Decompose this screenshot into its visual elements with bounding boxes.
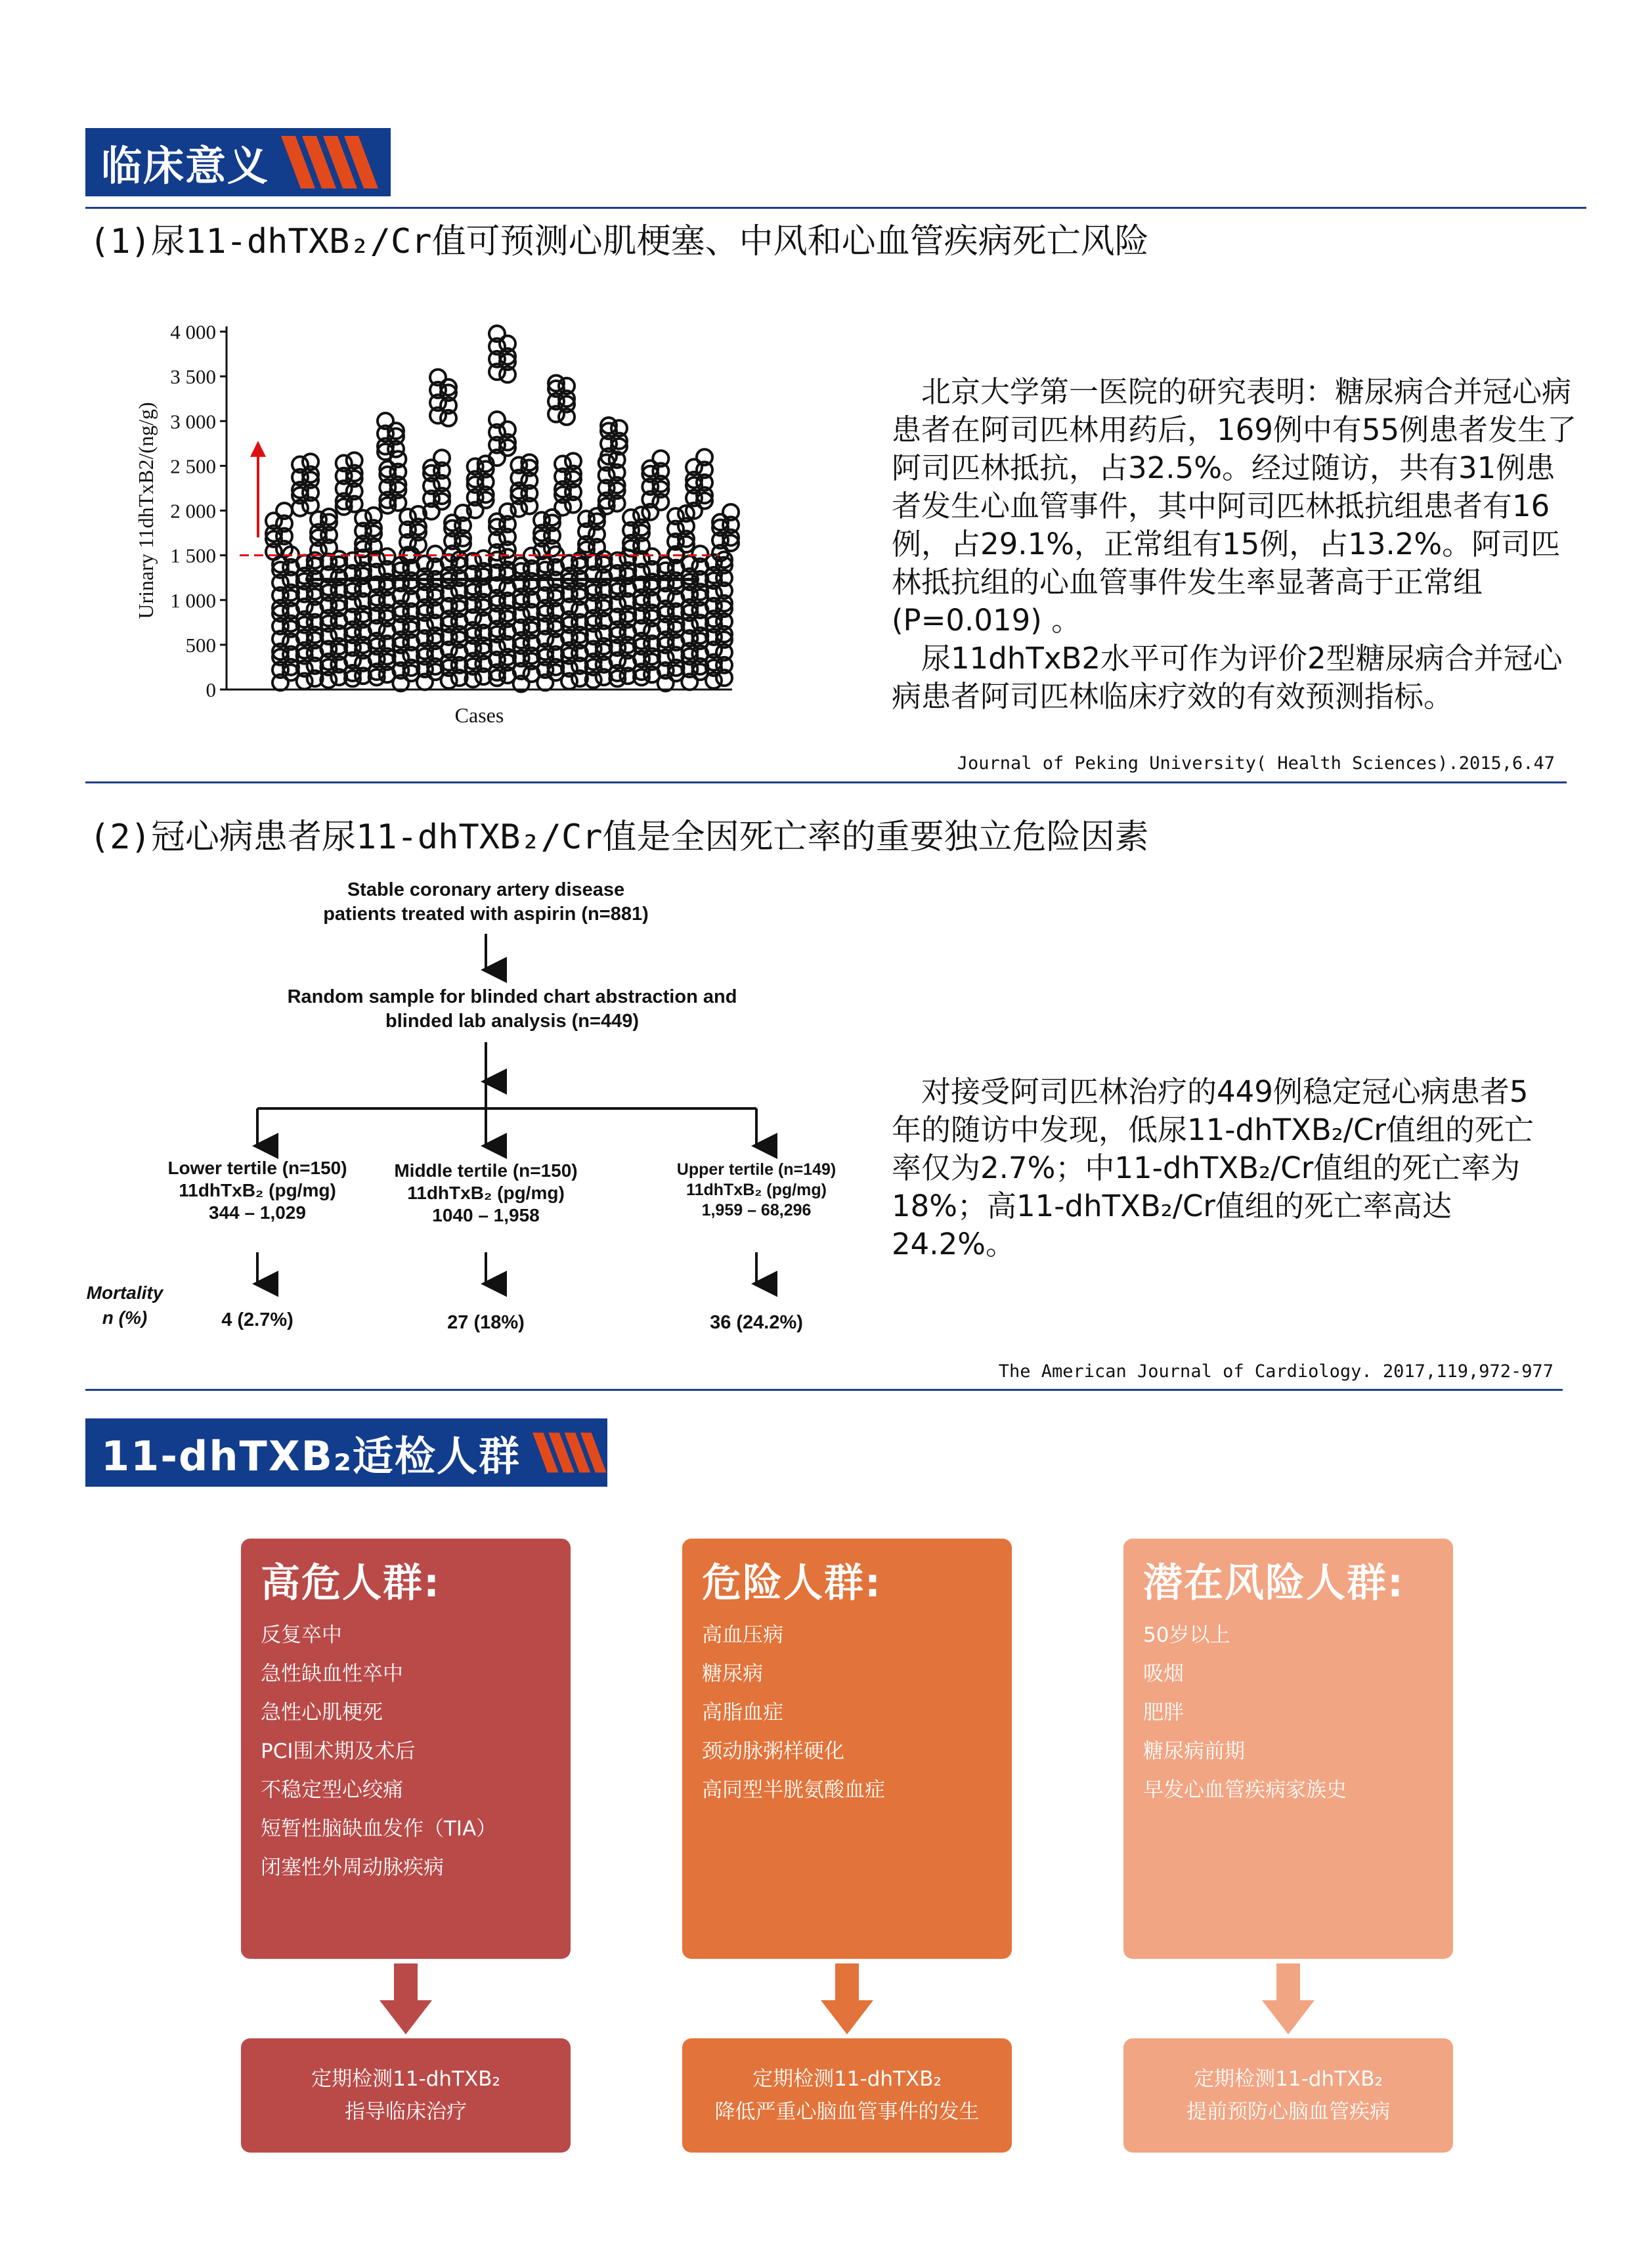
lower-tertile-unit: 11dhTxB₂ (pg/mg) [179, 1180, 336, 1200]
flow-box2-line2: blinded lab analysis (n=449) [385, 1011, 639, 1032]
card-high-action-line1: 定期检测11-dhTXB₂ [311, 2067, 500, 2091]
card-risk-title: 危险人群: [702, 1560, 882, 1606]
y-tick-label: 1 500 [170, 544, 216, 567]
lower-mortality: 4 (2.7%) [221, 1309, 293, 1330]
down-arrow-icon [821, 1963, 873, 2036]
card-potential-list [1123, 1616, 1453, 1810]
list-item: 50岁以上 [1143, 1623, 1230, 1647]
flow-upper-tertile [651, 1160, 861, 1221]
upper-tertile-range: 1,959 – 68,296 [701, 1201, 812, 1219]
card-high-action [241, 2038, 571, 2153]
card-high-list [241, 1616, 571, 1887]
card-potential-risk [1123, 1539, 1453, 1959]
y-tick-label: 1 000 [170, 588, 216, 612]
lower-tertile-title: Lower tertile (n=150) [167, 1158, 347, 1178]
card-potential-action-line1: 定期检测11-dhTXB₂ [1194, 2067, 1383, 2091]
list-item: 高同型半胱氨酸血症 [702, 1778, 885, 1802]
x-axis-label: Cases [454, 703, 504, 727]
list-item: 高血压病 [702, 1623, 783, 1647]
list-item: 颈动脉粥样硬化 [702, 1740, 844, 1763]
mortality-label-text: Mortality [86, 1282, 163, 1303]
card-potential-title: 潜在风险人群: [1143, 1560, 1404, 1606]
section-title: 临床意义 [101, 141, 270, 190]
card-high-risk [241, 1539, 571, 1959]
list-item: 急性缺血性卒中 [261, 1662, 403, 1686]
mortality-label [79, 1281, 171, 1330]
section-title: 11-dhTXB₂适检人群 [101, 1432, 521, 1480]
text1-paragraph-2: 尿11dhTxB2水平可作为评价2型糖尿病合并冠心病患者阿司匹林临床疗效的有效预测指标。 [892, 641, 1563, 714]
divider [85, 1389, 1563, 1391]
middle-tertile-title: Middle tertile (n=150) [394, 1160, 578, 1181]
card-risk-action [682, 2038, 1012, 2153]
item2-heading: (2)冠心病患者尿11-dhTXB₂/Cr值是全因死亡率的重要独立危险因素 [89, 818, 1149, 857]
middle-tertile-range: 1040 – 1,958 [432, 1205, 540, 1225]
list-item: 高脂血症 [702, 1701, 783, 1724]
text1-paragraph-1: 北京大学第一医院的研究表明：糖尿病合并冠心病患者在阿司匹林用药后，169例中有55例患者发生了阿司匹林抵抗，占32.5%。经过随访，共有31例患者发生心血管事件，其中阿司匹林抵抗组患者有16例，占29.1%，正常组有15例，占13.2%。阿司匹林抵抗组的心血管事件发生率显著高于正常组(P=0.019) 。 [892, 374, 1577, 638]
flow-box1-line1: Stable coronary artery disease [347, 879, 625, 900]
card-potential-action-line2: 提前预防心脑血管疾病 [1186, 2100, 1390, 2124]
list-item: 急性心肌梗死 [261, 1701, 383, 1724]
upper-mortality: 36 (24.2%) [710, 1312, 803, 1333]
list-item: 吸烟 [1143, 1662, 1184, 1686]
lower-tertile-range: 344 – 1,029 [209, 1202, 306, 1223]
list-item: 糖尿病前期 [1143, 1740, 1245, 1763]
citation-1: Journal of Peking University( Health Sciences).2015,6.47 [957, 753, 1555, 774]
text2-paragraph: 对接受阿司匹林治疗的449例稳定冠心病患者5年的随访中发现，低尿11-dhTXB₂/Cr值组的死亡率仅为2.7%；中11-dhTXB₂/Cr值组的死亡率为18%；高11-dhTXB₂/Cr值组的死亡率高达24.2%。 [892, 1074, 1534, 1261]
down-arrow-icon [1262, 1963, 1315, 2036]
list-item: 不稳定型心绞痛 [261, 1778, 403, 1802]
list-item: PCI围术期及术后 [261, 1740, 416, 1763]
y-tick-label: 3 500 [170, 365, 216, 389]
list-item: 糖尿病 [702, 1662, 763, 1686]
y-tick-label: 3 000 [170, 410, 216, 433]
mortality-unit-text: n (%) [102, 1307, 148, 1328]
card-high-title: 高危人群: [261, 1560, 441, 1606]
card-risk-list [682, 1616, 1012, 1810]
middle-tertile-unit: 11dhTxB₂ (pg/mg) [407, 1183, 565, 1203]
card-risk-action-line2: 降低严重心脑血管事件的发生 [714, 2100, 980, 2124]
citation-2: The American Journal of Cardiology. 2017,119,972-977 [998, 1361, 1554, 1382]
list-item: 早发心血管疾病家族史 [1143, 1778, 1347, 1802]
list-item: 反复卒中 [261, 1623, 342, 1647]
y-tick-label: 500 [185, 633, 216, 657]
y-tick-label: 4 000 [170, 320, 216, 343]
section-header-population [85, 1418, 607, 1487]
stripes-decoration-icon [533, 1426, 607, 1479]
flow-middle-tertile [381, 1160, 591, 1227]
text2 [892, 1073, 1555, 1263]
list-item: 肥胖 [1143, 1701, 1184, 1724]
y-tick-label: 0 [206, 678, 216, 701]
flow-box2-line1: Random sample for blinded chart abstraction and [287, 986, 737, 1007]
item1-heading: (1)尿11-dhTXB₂/Cr值可预测心肌梗塞、中风和心血管疾病死亡风险 [89, 222, 1149, 261]
card-high-action-line2: 指导临床治疗 [345, 2100, 467, 2124]
y-axis-label: Urinary 11dhTxB2/(ng/g) [134, 402, 158, 619]
list-item: 短暂性脑缺血发作（TIA） [261, 1817, 497, 1841]
flow-box1-line2: patients treated with aspirin (n=881) [323, 904, 649, 925]
card-potential-action [1123, 2038, 1453, 2153]
upper-tertile-unit: 11dhTxB₂ (pg/mg) [686, 1181, 827, 1199]
card-risk-action-line1: 定期检测11-dhTXB₂ [752, 2067, 942, 2091]
y-tick-label: 2 000 [170, 499, 216, 523]
flow-lower-tertile [152, 1157, 362, 1224]
card-risk [682, 1539, 1012, 1959]
y-tick-label: 2 500 [170, 454, 216, 478]
list-item: 闭塞性外周动脉疾病 [261, 1856, 444, 1879]
upper-tertile-title: Upper tertile (n=149) [676, 1160, 837, 1179]
down-arrow-icon [380, 1963, 432, 2036]
middle-mortality: 27 (18%) [447, 1312, 525, 1333]
